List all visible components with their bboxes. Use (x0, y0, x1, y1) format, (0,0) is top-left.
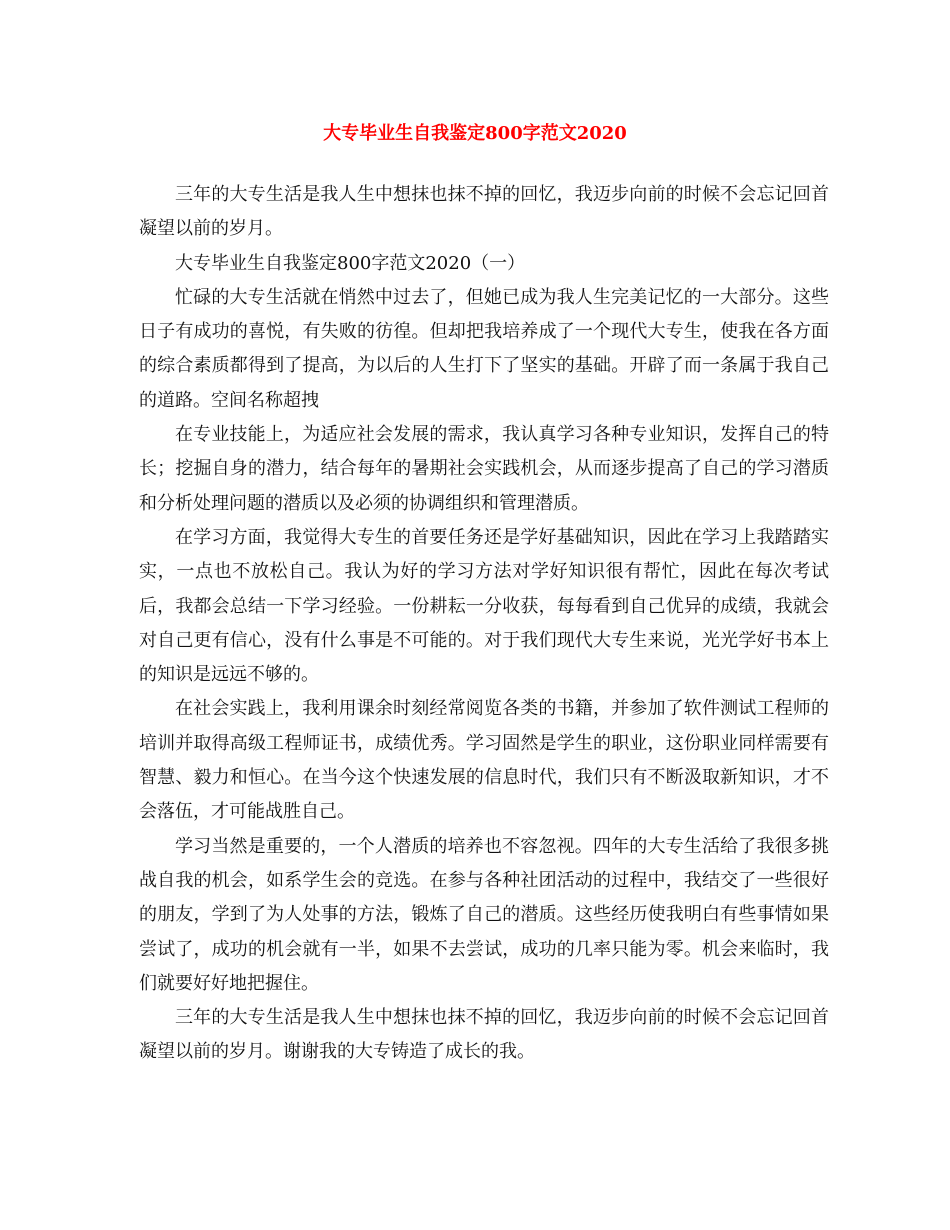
document-body (139, 178, 829, 1070)
paragraph-college-life: 忙碌的大专生活就在悄然中过去了，但她已成为我人生完美记忆的一大部分。这些日子有成功的喜悦，有失败的彷徨。但却把我培养成了一个现代大专生，使我在各方面的综合素质都得到了提高，为以后的人生打下了坚实的基础。开辟了而一条属于我自己的道路。空间名称超拽 (139, 286, 829, 411)
paragraph-professional-skills: 在专业技能上，为适应社会发展的需求，我认真学习各种专业知识，发挥自己的特长；挖掘自身的潜力，结合每年的暑期社会实践机会，从而逐步提高了自己的学习潜质和分析处理问题的潜质以及必须的协调组织和管理潜质。 (139, 424, 829, 514)
paragraph-personal-growth: 学习当然是重要的，一个人潜质的培养也不容忽视。四年的大专生活给了我很多挑战自我的机会，如系学生会的竞选。在参与各种社团活动的过程中，我结交了一些很好的朋友，学到了为人处事的方法，锻炼了自己的潜质。这些经历使我明白有些事情如果尝试了，成功的机会就有一半，如果不去尝试，成功的几率只能为零。机会来临时，我们就要好好地把握住。 (139, 835, 829, 994)
paragraph-conclusion: 三年的大专生活是我人生中想抹也抹不掉的回忆，我迈步向前的时候不会忘记回首凝望以前的岁月。谢谢我的大专铸造了成长的我。 (139, 1007, 829, 1063)
paragraph-study: 在学习方面，我觉得大专生的首要任务还是学好基础知识，因此在学习上我踏踏实实，一点也不放松自己。我认为好的学习方法对学好知识很有帮忙，因此在每次考试后，我都会总结一下学习经验。一份耕耘一分收获，每每看到自己优异的成绩，我就会对自己更有信心，没有什么事是不可能的。对于我们现代大专生来说，光光学好书本上的知识是远远不够的。 (139, 526, 829, 686)
document-title: 大专毕业生自我鉴定800字范文2020 (323, 123, 627, 144)
paragraph-intro: 三年的大专生活是我人生中想抹也抹不掉的回忆，我迈步向前的时候不会忘记回首凝望以前的岁月。 (139, 184, 829, 240)
paragraph-subtitle: 大专毕业生自我鉴定800字范文2020（一） (175, 252, 526, 274)
paragraph-social-practice: 在社会实践上，我利用课余时刻经常阅览各类的书籍，并参加了软件测试工程师的培训并取得高级工程师证书，成绩优秀。学习固然是学生的职业，这份职业同样需要有智慧、毅力和恒心。在当今这个快速发展的信息时代，我们只有不断汲取新知识，才不会落伍，才可能战胜自己。 (139, 698, 829, 823)
